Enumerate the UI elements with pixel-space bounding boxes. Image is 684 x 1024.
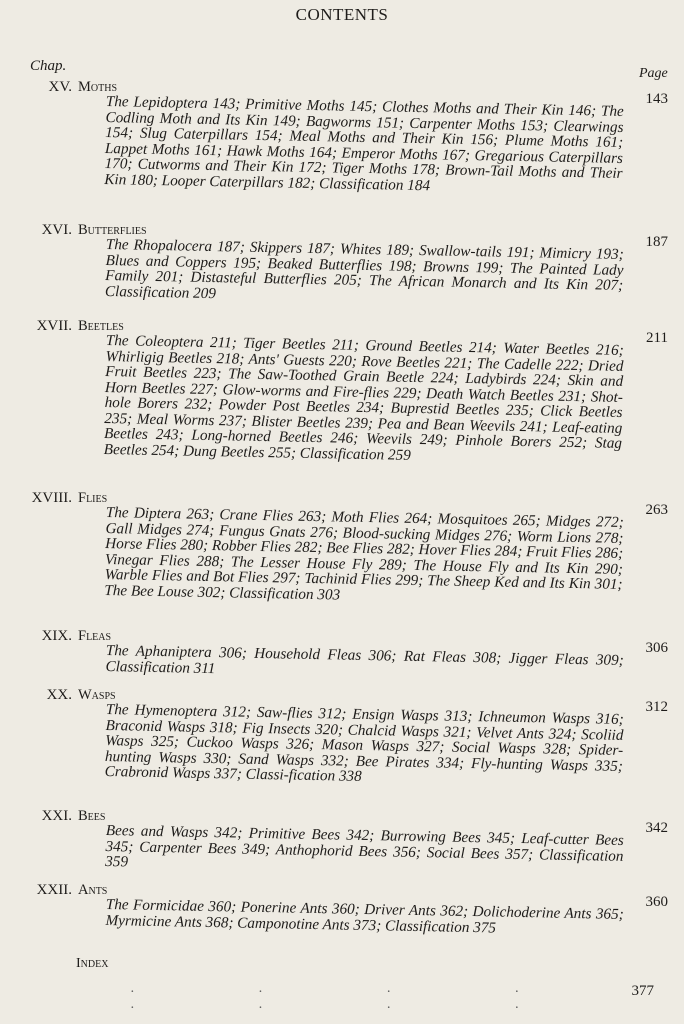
chapter-page: 312 — [645, 699, 668, 715]
chapter-title: Fleas — [78, 628, 112, 644]
chapter-title: Flies — [78, 490, 108, 506]
chapter-description: The Aphaniptera 306; Household Fleas 306; Rat Fleas 308; Jigger Fleas 309; Classification 311 — [105, 642, 624, 677]
chapter-title: Ants — [78, 882, 108, 898]
chapter-number: XVI. — [41, 222, 72, 238]
chapter-title: Wasps — [78, 687, 116, 703]
chapter-title: Butterflies — [78, 222, 147, 238]
chap-column-label: Chap. — [30, 58, 67, 74]
chapter-page: 143 — [645, 91, 668, 107]
chapter-page: 263 — [645, 502, 668, 518]
chapter-page: 306 — [645, 640, 668, 656]
chapter-description: The Diptera 263; Crane Flies 263; Moth Flies 264; Mosquitoes 265; Midges 272; Gall Midges 274; Fungus Gnats 276; Blood-sucking Midges 276; Worm Lions 278; Horse Flies 280; Robber Flies 282; Bee Flies 282; Hover Flies 284; Fruit Flies 286; Vinegar Flies 288; The Lesser House Fly 289; The House Fly and Its Kin 290; Warble Flies and Bot Flies 297; Tachinid Flies 299; The Sheep Ked and Its Kin 301; The Bee Louse 302; Classification 303 — [104, 504, 624, 604]
chapter-number: XX. — [46, 687, 72, 703]
chapter-title: Bees — [78, 808, 106, 824]
chapter-description: The Rhopalocera 187; Skippers 187; Whites 189; Swallow-tails 191; Mimicry 193; Blues and Coppers 195; Beaked Butterflies 198; Browns 199; The Painted Lady Family 201; Distasteful Butterflies 205; The African Monarch and Its Kin 207; Classification 209 — [104, 236, 624, 302]
chapter-page: 342 — [645, 820, 668, 836]
chapter-description: The Lepidoptera 143; Primitive Moths 145; Clothes Moths and Their Kin 146; The Codling Moth and Its Kin 149; Bagworms 151; Carpenter Moths 153; Clearwings 154; Slug Caterpillars 154; Meal Moths and Their Kin 156; Plume Moths 161; Lappet Moths 161; Hawk Moths 164; Emperor Moths 167; Gregarious Caterpillars 170; Cutworms and Their Kin 172; Tiger Moths 178; Brown-Tail Moths and Their Kin 180; Looper Caterpillars 182; Classification 184 — [104, 93, 624, 194]
chapter-description: The Formicidae 360; Ponerine Ants 360; Driver Ants 362; Dolichoderine Ants 365; Myrmicine Ants 368; Camponotine Ants 373; Classification 375 — [105, 896, 624, 936]
page-title: CONTENTS — [295, 5, 389, 24]
chapter-description: Bees and Wasps 342; Primitive Bees 342; Burrowing Bees 345; Leaf-cutter Bees 345; Carpenter Bees 349; Anthophorid Bees 356; Social Bees 357; Classification 359 — [105, 822, 624, 871]
chapter-number: XIX. — [41, 628, 72, 644]
chapter-title: Beetles — [78, 318, 124, 334]
page-column-label: Page — [639, 66, 668, 81]
chapter-description: The Hymenoptera 312; Saw-flies 312; Ensign Wasps 313; Ichneumon Wasps 316; Braconid Wasps 318; Fig Insects 320; Chalcid Wasps 321; Velvet Ants 324; Scoliid Wasps 325; Cuckoo Wasps 326; Mason Wasps 327; Social Wasps 328; Spider-hunting Wasps 330; Sand Wasps 332; Bee Pirates 334; Fly-hunting Wasps 335; Crabronid Wasps 337; Classi-fication 338 — [104, 701, 624, 785]
chapter-page: 211 — [646, 330, 668, 346]
chapter-number: XXII. — [36, 882, 72, 898]
chapter-page: 360 — [645, 894, 668, 910]
chapter-number: XVII. — [36, 318, 72, 334]
chapter-title: Moths — [78, 79, 118, 95]
chapter-number: XXI. — [41, 808, 72, 824]
chapter-number: XVIII. — [31, 490, 72, 506]
index-page: 377 — [631, 983, 654, 999]
leader-dots: · · · · · · · · — [130, 985, 580, 1016]
index-label[interactable]: Index — [76, 956, 109, 971]
chapter-number: XV. — [48, 79, 72, 95]
chapter-description: The Coleoptera 211; Tiger Beetles 211; Ground Beetles 214; Water Beetles 216; Whirligig Beetles 218; Ants' Guests 220; Rove Beetles 221; The Cadelle 222; Dried Fruit Beetles 223; The Saw-Toothed Grain Beetle 224; Ladybirds 224; Skin and Horn Beetles 227; Glow-worms and Fire-flies 229; Death Watch Beetles 231; Shot-hole Borers 232; Powder Post Beetles 234; Buprestid Beetles 235; Click Beetles 235; Meal Worms 237; Blister Beetles 239; Pea and Bean Weevils 241; Leaf-eating Beetles 243; Long-horned Beetles 246; Weevils 249; Pinhole Borers 252; Stag Beetles 254; Dung Beetles 255; Classification 259 — [103, 332, 624, 464]
chapter-page: 187 — [645, 234, 668, 250]
